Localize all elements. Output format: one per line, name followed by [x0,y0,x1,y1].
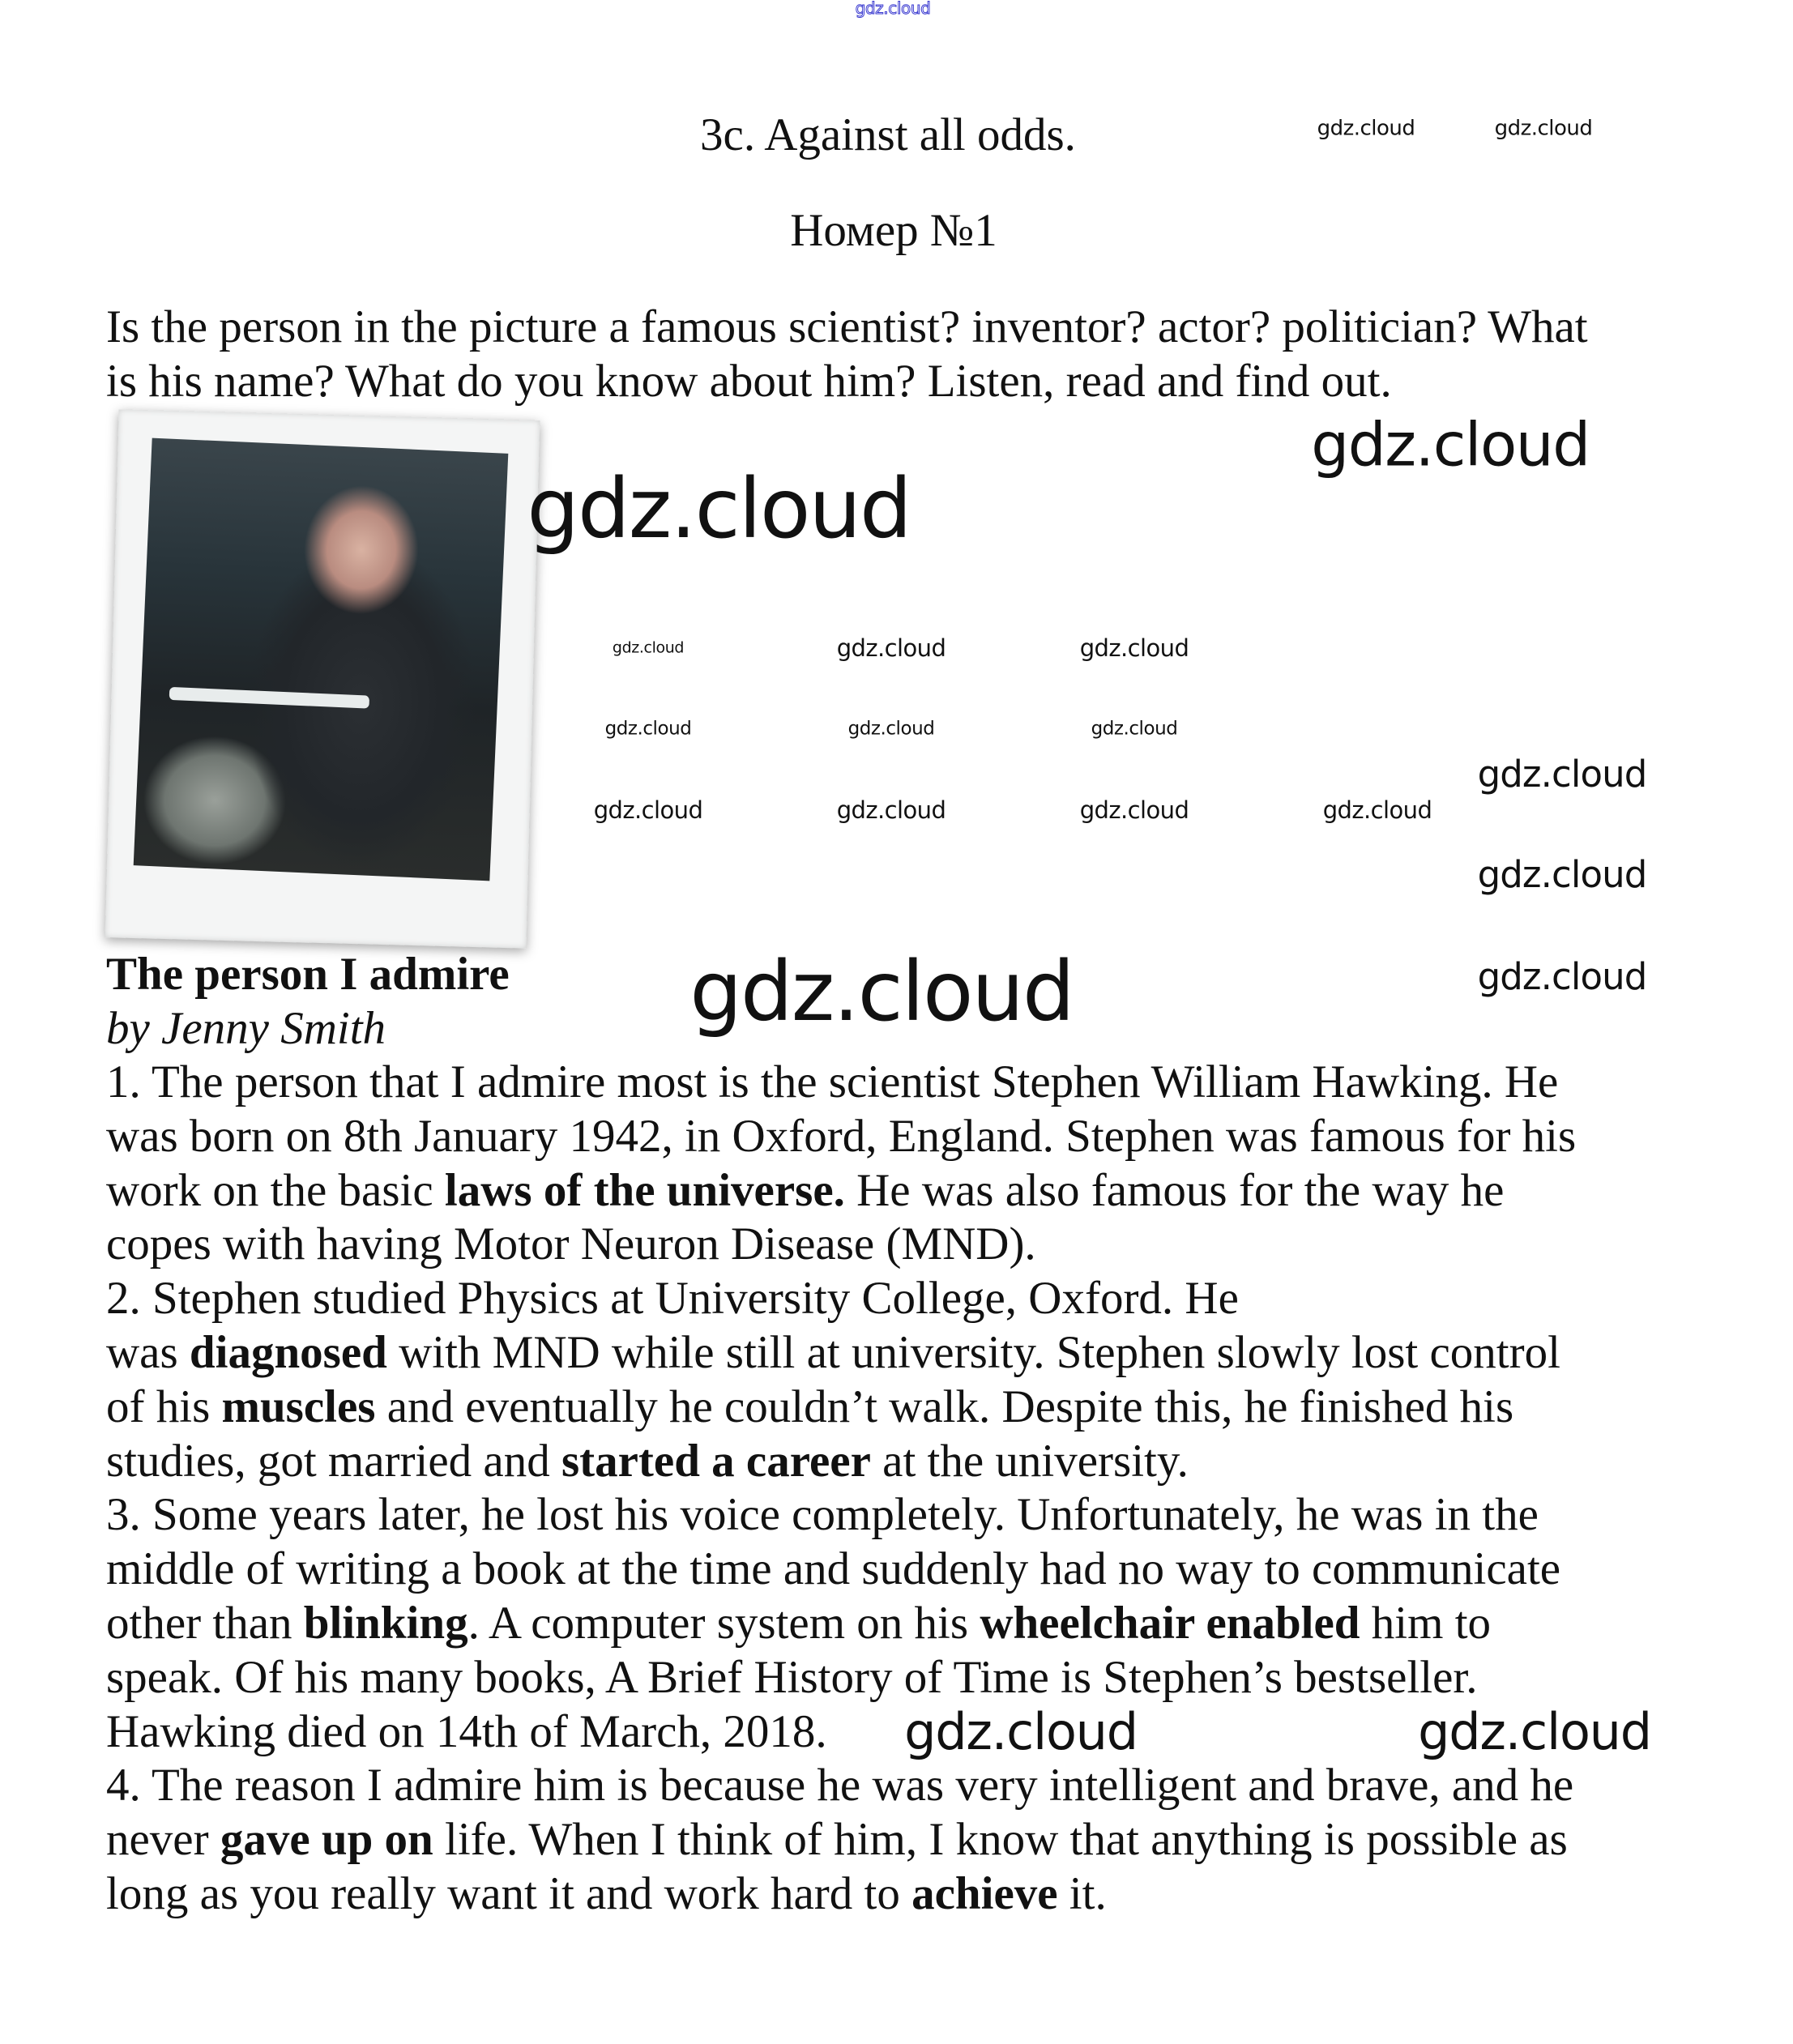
text-segment: was born on 8th January 1942, in Oxford, England. Stephen was famous for his [106,1110,1577,1162]
article-line [106,1272,1239,1325]
text-segment: 4. The reason I admire him is because he was very intelligent and brave, and he [106,1760,1574,1811]
article-line [106,1813,1568,1867]
watermark: gdz.cloud [1477,954,1647,998]
text-segment: was [106,1327,190,1378]
watermark: gdz.cloud [1322,796,1432,824]
text-segment: never [106,1814,220,1866]
bold-term: blinking [303,1598,468,1649]
text-segment: with MND while still at university. Stephen slowly lost control [386,1327,1560,1378]
text-segment: speak. Of his many books, A Brief History of Time is Stephen’s bestseller. [106,1651,1478,1703]
bold-term: diagnosed [189,1327,387,1378]
article-line [106,1543,1560,1596]
article-line [106,1110,1576,1163]
watermark: gdz.cloud [1494,116,1593,141]
exercise-number: Номер №1 [790,205,997,256]
text-segment: of his [106,1380,222,1432]
article-title: The person I admire [106,949,510,1000]
article-line [106,1488,1539,1542]
watermark: gdz.cloud [604,718,692,740]
article-line [106,1867,1107,1921]
article-line [106,1705,827,1759]
article-line [106,1326,1560,1380]
article-line [106,1597,1491,1650]
article-line [106,1056,1558,1109]
bold-term: wheelchair enabled [980,1598,1360,1649]
bold-term: muscles [221,1380,376,1432]
text-segment: other than [106,1598,304,1649]
text-segment: . A computer system on his [467,1598,980,1649]
watermark: gdz.cloud [1079,634,1189,662]
watermark: gdz.cloud [1477,852,1647,896]
text-segment: studies, got married and [106,1435,561,1487]
text-segment: it. [1057,1868,1107,1919]
watermark: gdz.cloud [1091,718,1178,740]
text-segment: He was also famous for the way he [844,1164,1505,1216]
watermark: gdz.cloud [1317,116,1415,141]
bold-term: laws of the universe. [444,1164,845,1216]
article-line [106,1759,1573,1812]
text-segment: 2. Stephen studied Physics at University College, Oxford. He [106,1273,1239,1325]
watermark: gdz.cloud [593,796,703,824]
text-segment: middle of writing a book at the time and suddenly had no way to communicate [106,1543,1561,1595]
bold-term: started a career [561,1435,871,1487]
text-segment: long as you really want it and work hard to [106,1868,912,1919]
article-line [106,1651,1478,1705]
text-segment: him to [1360,1598,1492,1649]
article-line [106,1435,1189,1488]
hawking-photo [112,415,533,943]
watermark: gdz.cloud [612,638,685,657]
article-line [106,1164,1504,1218]
text-segment: 3. Some years later, he lost his voice completely. Unfortunately, he was in the [106,1489,1539,1541]
watermark: gdz.cloud [836,796,946,824]
question-line: Is the person in the picture a famous scientist? inventor? actor? politician? What [106,301,1588,352]
text-segment: copes with having Motor Neuron Disease (MND). [106,1218,1036,1270]
text-segment: at the university. [870,1435,1189,1487]
watermark: gdz.cloud [855,0,931,18]
text-segment: and eventually he couldn’t walk. Despite this, he finished his [375,1380,1514,1432]
question-line: is his name? What do you know about him? Listen, read and find out. [106,356,1392,407]
watermark: gdz.cloud [847,718,935,740]
text-segment: Hawking died on 14th of March, 2018. [106,1705,827,1757]
page-title: 3c. Against all odds. [700,109,1076,160]
article-line [106,1380,1513,1434]
text-segment: 1. The person that I admire most is the scientist Stephen William Hawking. He [106,1056,1559,1107]
watermark: gdz.cloud [1079,796,1189,824]
watermark: gdz.cloud [1418,1702,1651,1762]
watermark: gdz.cloud [689,944,1074,1041]
watermark: gdz.cloud [904,1702,1138,1762]
watermark: gdz.cloud [836,634,946,662]
watermark: gdz.cloud [1311,410,1590,480]
text-segment: work on the basic [106,1164,445,1216]
bold-term: gave up on [220,1814,433,1866]
article-line [106,1218,1036,1271]
watermark: gdz.cloud [1477,752,1647,796]
text-segment: life. When I think of him, I know that anything is possible as [433,1814,1568,1866]
bold-term: achieve [911,1868,1058,1919]
watermark: gdz.cloud [527,461,911,558]
article-byline: by Jenny Smith [106,1003,386,1054]
photo-image [134,438,509,881]
